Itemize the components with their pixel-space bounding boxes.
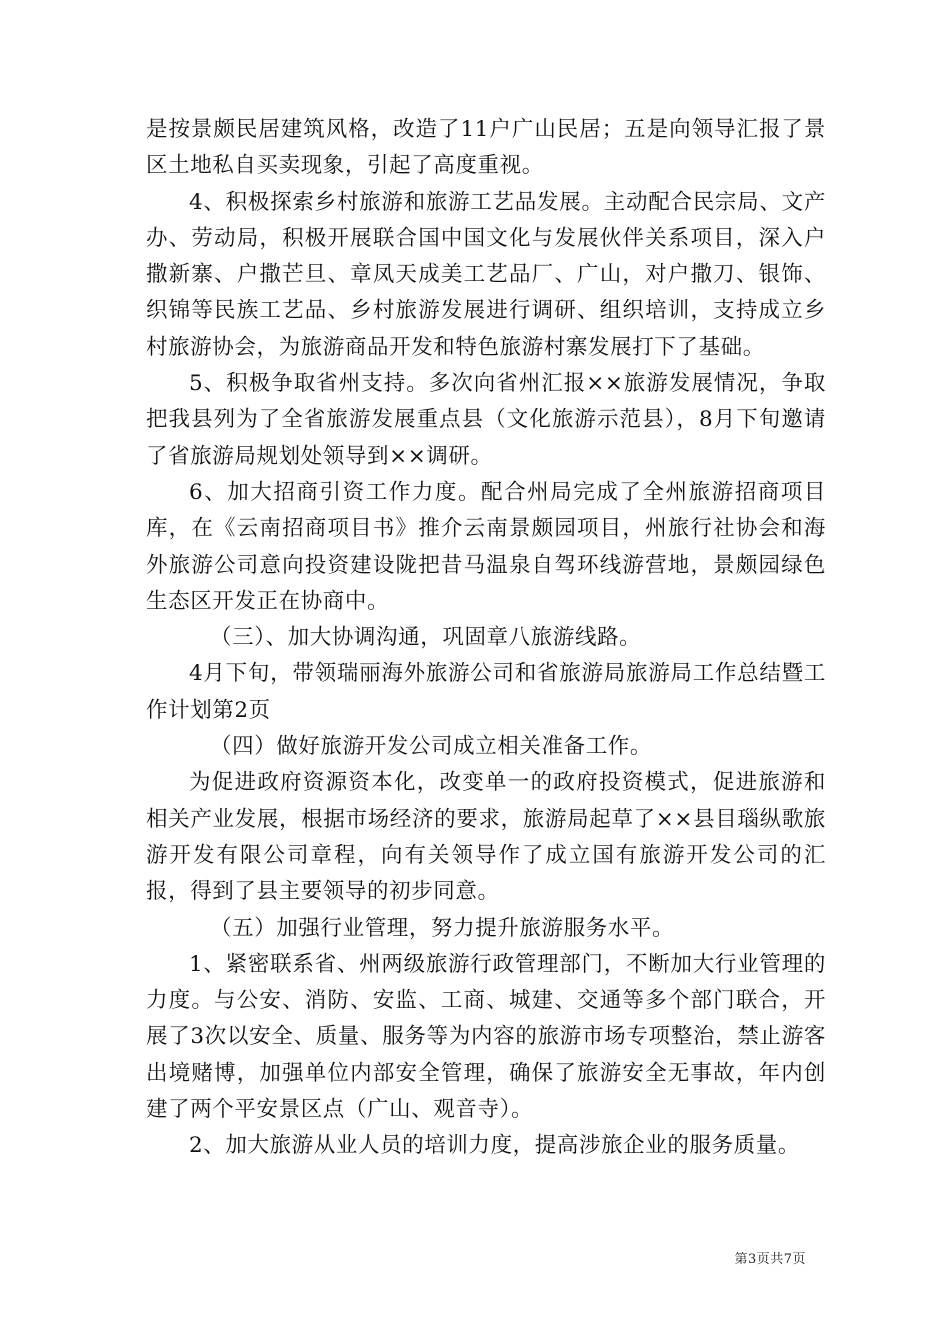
section-heading-5: （五）加强行业管理，努力提升旅游服务水平。 <box>210 915 675 941</box>
paragraph-company: 为促进政府资源资本化，改变单一的政府投资模式，促进旅游和相关产业发展，根据市场经济的要求，旅游局起草了××县目瑙纵歌旅游开发有限公司章程，向有关领导作了成立国有旅游开发公司的汇报，得到了县主要领导的初步同意。 <box>146 770 826 905</box>
paragraph-item-4: 4、积极探索乡村旅游和旅游工艺品发展。主动配合民宗局、文产办、劳动局，积极开展联合国中国文化与发展伙伴关系项目，深入户撒新寨、户撒芒旦、章凤天成美工艺品厂、广山，对户撒刀、银饰、织锦等民族工艺品、乡村旅游发展进行调研、组织培训，支持成立乡村旅游协会，为旅游商品开发和特色旅游村寨发展打下了基础。 <box>146 189 826 360</box>
section-heading-3: （三）、加大协调沟通，巩固章八旅游线路。 <box>210 625 642 651</box>
document-body <box>146 112 826 1165</box>
paragraph-item-6: 6、加大招商引资工作力度。配合州局完成了全州旅游招商项目库，在《云南招商项目书》推介云南景颇园项目，州旅行社协会和海外旅游公司意向投资建设陇把昔马温泉自驾环线游营地，景颇园绿色生态区开发正在协商中。 <box>146 479 826 614</box>
page-number-footer: 第3页共7页 <box>734 1252 806 1267</box>
section-heading-4: （四）做好旅游开发公司成立相关准备工作。 <box>210 734 653 760</box>
paragraph-management-1: 1、紧密联系省、州两级旅游行政管理部门，不断加大行业管理的力度。与公安、消防、安监、工商、城建、交通等多个部门联合，开展了3次以安全、质量、服务等为内容的旅游市场专项整治，禁止游客出境赌博，加强单位内部安全管理，确保了旅游安全无事故，年内创建了两个平安景区点（广山、观音寺）。 <box>146 951 826 1123</box>
paragraph-training-2: 2、加大旅游从业人员的培训力度，提高涉旅企业的服务质量。 <box>189 1133 800 1159</box>
paragraph-april: 4月下旬，带领瑞丽海外旅游公司和省旅游局旅游局工作总结暨工作计划第2页 <box>146 661 826 723</box>
paragraph-item-5: 5、积极争取省州支持。多次向省州汇报××旅游发展情况，争取把我县列为了全省旅游发展重点县（文化旅游示范县），8月下旬邀请了省旅游局规划处领导到××调研。 <box>146 371 826 469</box>
paragraph-continuation: 是按景颇民居建筑风格，改造了11户广山民居；五是向领导汇报了景区土地私自买卖现象，引起了高度重视。 <box>146 117 826 179</box>
